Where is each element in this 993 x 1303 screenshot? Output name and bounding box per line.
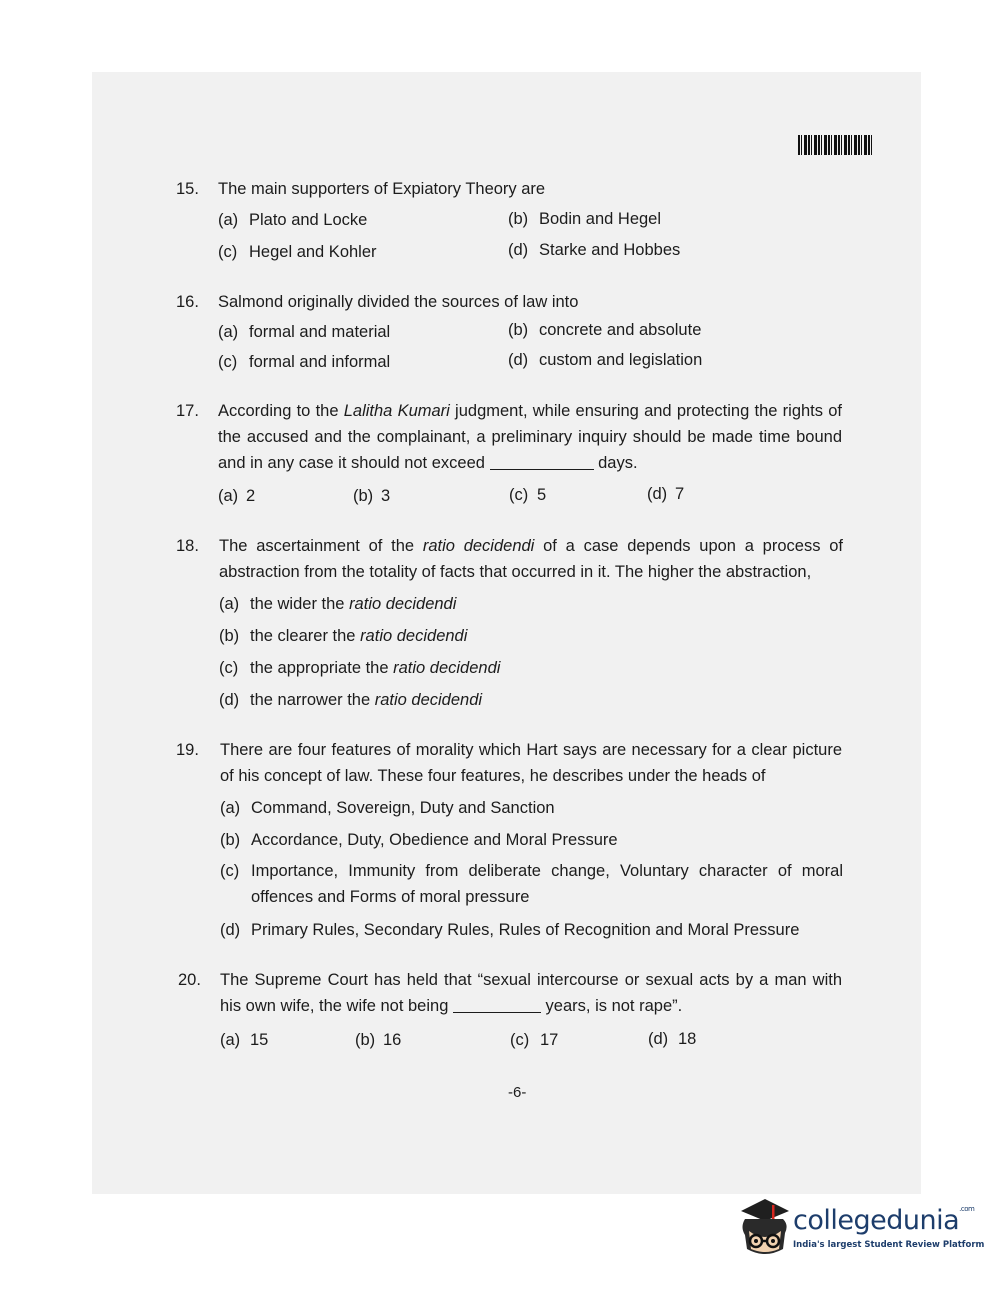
option-a: (a) the wider the ratio decidendi [219, 595, 457, 613]
question-text: There are four features of morality which Hart says are necessary for a clear picture of his concept of law. These four features, he describes under the heads of [220, 741, 842, 785]
question-number: 17. [176, 402, 199, 420]
option-a: (a) 2 [218, 487, 256, 505]
answer-blank [453, 1012, 541, 1013]
option-c: (c) the appropriate the ratio decidendi [219, 659, 501, 677]
question-text: The main supporters of Expiatory Theory are [218, 180, 546, 198]
mascot-icon [735, 1197, 793, 1259]
option-d: (d) Starke and Hobbes [508, 241, 681, 259]
option-a: (a) Command, Sovereign, Duty and Sanction [220, 799, 555, 817]
option-d: (d) the narrower the ratio decidendi [219, 691, 483, 709]
option-b: (b) Bodin and Hegel [508, 210, 662, 228]
option-d: (d) 18 [648, 1030, 697, 1048]
question-text: The ascertainment of the ratio decidendi of a case depends upon a process of abstraction from the totality of facts that occurred in it. The higher the abstraction, [219, 537, 843, 581]
option-a: (a) 15 [220, 1031, 269, 1049]
option-c: (c) Importance, Immunity from deliberate change, Voluntary character of moral offences and Forms of moral pressure [220, 862, 843, 906]
option-b: (b) Accordance, Duty, Obedience and Moral Pressure [220, 831, 618, 849]
logo-tagline: India's largest Student Review Platform [793, 1240, 985, 1250]
option-b: (b) the clearer the ratio decidendi [219, 627, 468, 645]
option-d: (d) 7 [647, 485, 685, 503]
collegedunia-logo[interactable] [735, 1197, 985, 1259]
option-d: (d) Primary Rules, Secondary Rules, Rules of Recognition and Moral Pressure [220, 921, 800, 939]
question-number: 18. [176, 537, 199, 555]
question-number: 20. [178, 971, 201, 989]
answer-blank [490, 469, 594, 470]
option-a: (a) formal and material [218, 323, 391, 341]
option-b: (b) concrete and absolute [508, 321, 702, 339]
option-b: (b) 3 [353, 487, 391, 505]
question-text: Salmond originally divided the sources of law into [218, 293, 579, 311]
barcode-icon [798, 135, 874, 155]
question-text: The Supreme Court has held that “sexual intercourse or sexual acts by a man with his own wife, the wife not being years, is not rape”. [220, 971, 842, 1015]
option-c: (c) 5 [509, 486, 547, 504]
question-number: 19. [176, 741, 199, 759]
logo-wordmark: collegedunia$^{.com}$ [793, 1205, 975, 1236]
page-number: -6- [508, 1084, 527, 1101]
option-d: (d) custom and legislation [508, 351, 703, 369]
scanned-page [92, 72, 921, 1194]
option-c: (c) Hegel and Kohler [218, 243, 377, 261]
option-a: (a) Plato and Locke [218, 211, 368, 229]
option-c: (c) formal and informal [218, 353, 391, 371]
option-b: (b) 16 [355, 1031, 402, 1049]
question-text: According to the Lalitha Kumari judgment, while ensuring and protecting the rights of the accused and the complainant, a preliminary inquiry should be made time bound and in any case it should not exceed days. [218, 402, 842, 472]
question-number: 16. [176, 293, 199, 311]
question-number: 15. [176, 180, 199, 198]
option-c: (c) 17 [510, 1031, 559, 1049]
